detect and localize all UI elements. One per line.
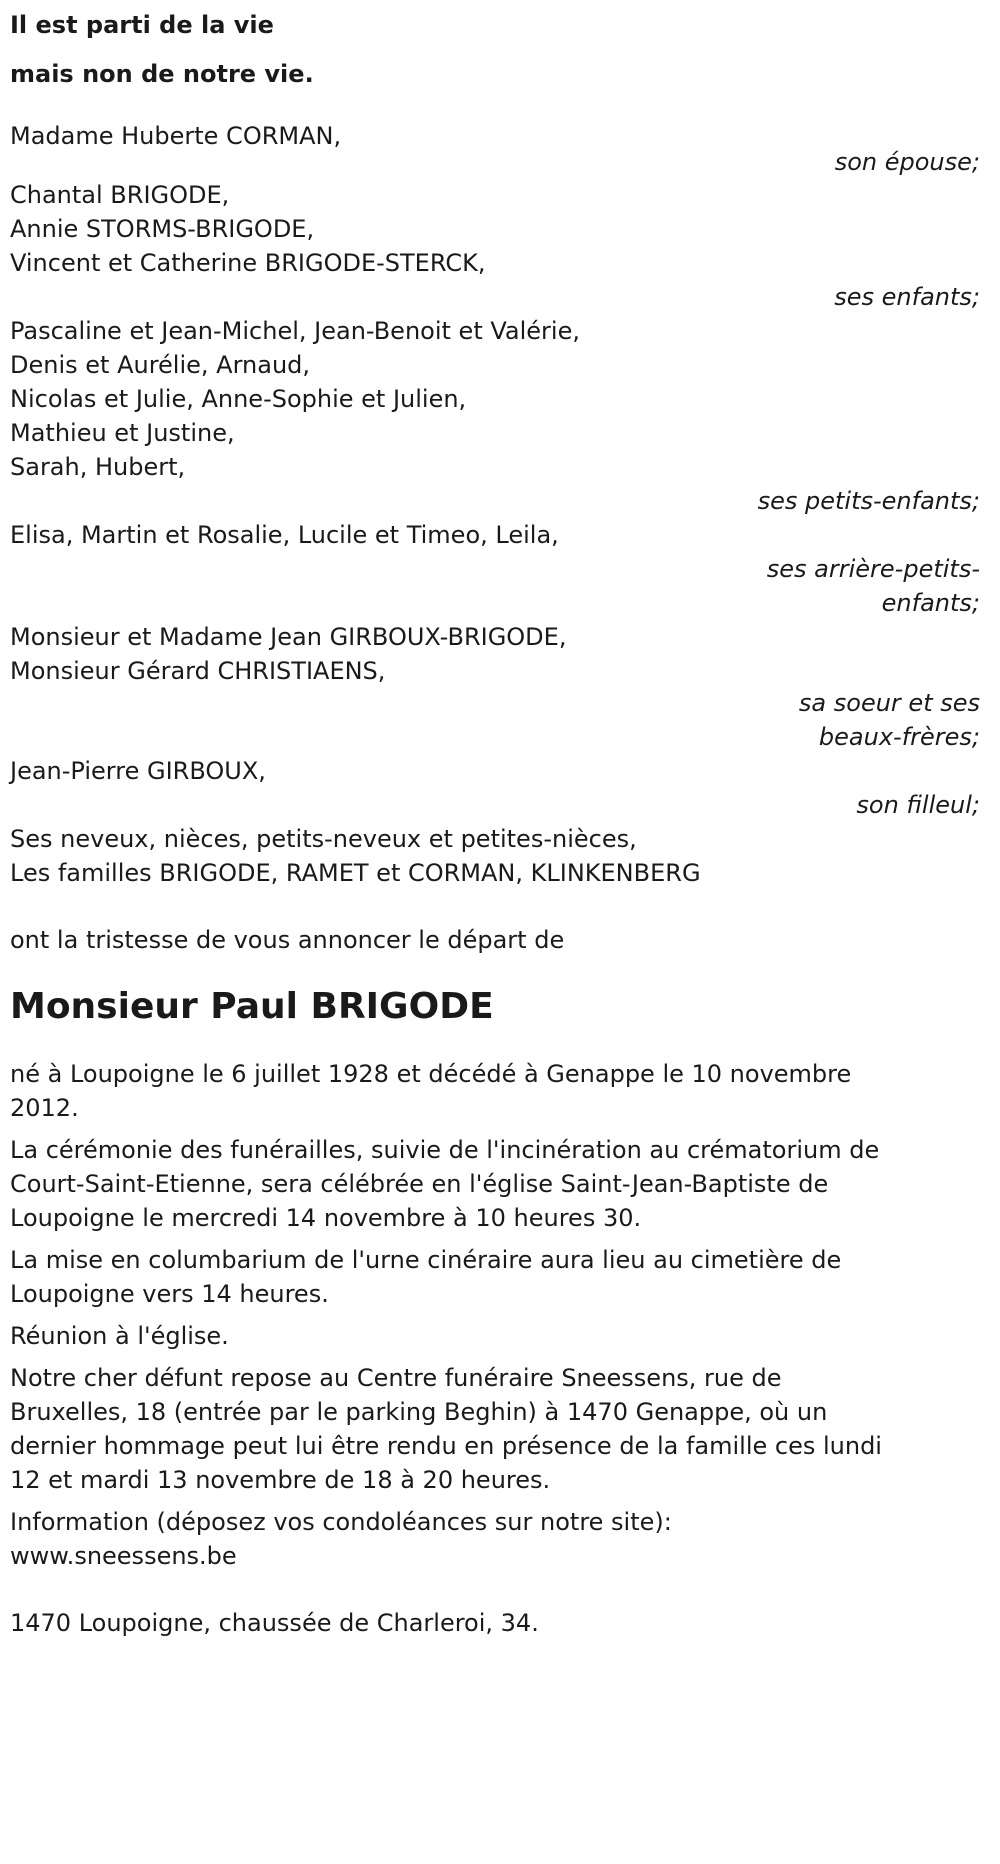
reunion-line: Réunion à l'église. (10, 1322, 229, 1350)
ceremony-line: Court-Saint-Etienne, sera célébrée en l'église Saint-Jean-Baptiste de (10, 1170, 829, 1198)
family-group-godson (10, 754, 990, 822)
family-role: ses petits-enfants; (757, 487, 980, 515)
family-name-line: Denis et Aurélie, Arnaud, (10, 351, 311, 379)
intro-line-2: mais non de notre vie. (10, 60, 314, 88)
family-list (10, 116, 990, 890)
ceremony-line: Loupoigne le mercredi 14 novembre à 10 heures 30. (10, 1204, 642, 1232)
details (10, 1057, 990, 1573)
family-group-extended (10, 822, 990, 890)
family-role: son épouse; (834, 148, 980, 176)
family-name-line: Pascaline et Jean-Michel, Jean-Benoit et Valérie, (10, 317, 580, 345)
family-name-line: Mathieu et Justine, (10, 419, 235, 447)
address: 1470 Loupoigne, chaussée de Charleroi, 34. (10, 1609, 539, 1637)
family-name-line: Vincent et Catherine BRIGODE-STERCK, (10, 249, 486, 277)
family-name-line: Les familles BRIGODE, RAMET et CORMAN, KLINKENBERG (10, 859, 701, 887)
family-name-line: Monsieur Gérard CHRISTIAENS, (10, 657, 386, 685)
family-name-line: Sarah, Hubert, (10, 453, 186, 481)
website-link[interactable]: www.sneessens.be (10, 1542, 237, 1570)
family-role: ses arrière-petits- (766, 555, 980, 583)
family-group-great-grandchildren (10, 518, 990, 620)
columbarium-line: La mise en columbarium de l'urne cinéraire aura lieu au cimetière de (10, 1246, 842, 1274)
family-name-line: Annie STORMS-BRIGODE, (10, 215, 315, 243)
family-group-children (10, 178, 990, 314)
rest-line: dernier hommage peut lui être rendu en présence de la famille ces lundi (10, 1432, 882, 1460)
rest-line: 12 et mardi 13 novembre de 18 à 20 heures. (10, 1466, 551, 1494)
ceremony-line: La cérémonie des funérailles, suivie de l'incinération au crématorium de (10, 1136, 880, 1164)
family-group-spouse (10, 116, 990, 182)
family-name-line: Elisa, Martin et Rosalie, Lucile et Timeo, Leila, (10, 521, 559, 549)
rest-line: Bruxelles, 18 (entrée par le parking Beghin) à 1470 Genappe, où un (10, 1398, 828, 1426)
columbarium-line: Loupoigne vers 14 heures. (10, 1280, 329, 1308)
family-role: beaux-frères; (818, 723, 980, 751)
info-line: Information (déposez vos condoléances sur notre site): (10, 1508, 672, 1536)
birth-death-line: né à Loupoigne le 6 juillet 1928 et décédé à Genappe le 10 novembre (10, 1060, 852, 1088)
family-role: ses enfants; (834, 283, 980, 311)
family-group-siblings (10, 620, 990, 754)
deceased-name: Monsieur Paul BRIGODE (10, 986, 494, 1027)
family-name-line: Madame Huberte CORMAN, (10, 122, 342, 150)
family-role: sa soeur et ses (798, 689, 980, 717)
family-name-line: Ses neveux, nièces, petits-neveux et petites-nièces, (10, 825, 637, 853)
family-name-line: Nicolas et Julie, Anne-Sophie et Julien, (10, 385, 467, 413)
birth-death-line: 2012. (10, 1094, 79, 1122)
rest-line: Notre cher défunt repose au Centre funéraire Sneessens, rue de (10, 1364, 782, 1392)
family-name-line: Monsieur et Madame Jean GIRBOUX-BRIGODE, (10, 623, 567, 651)
family-role: enfants; (881, 589, 980, 617)
announcement: ont la tristesse de vous annoncer le départ de (10, 926, 565, 954)
family-group-grandchildren (10, 314, 990, 518)
family-name-line: Chantal BRIGODE, (10, 181, 230, 209)
family-role: son filleul; (856, 791, 980, 819)
family-name-line: Jean-Pierre GIRBOUX, (10, 757, 266, 785)
intro-line-1: Il est parti de la vie (10, 11, 274, 39)
